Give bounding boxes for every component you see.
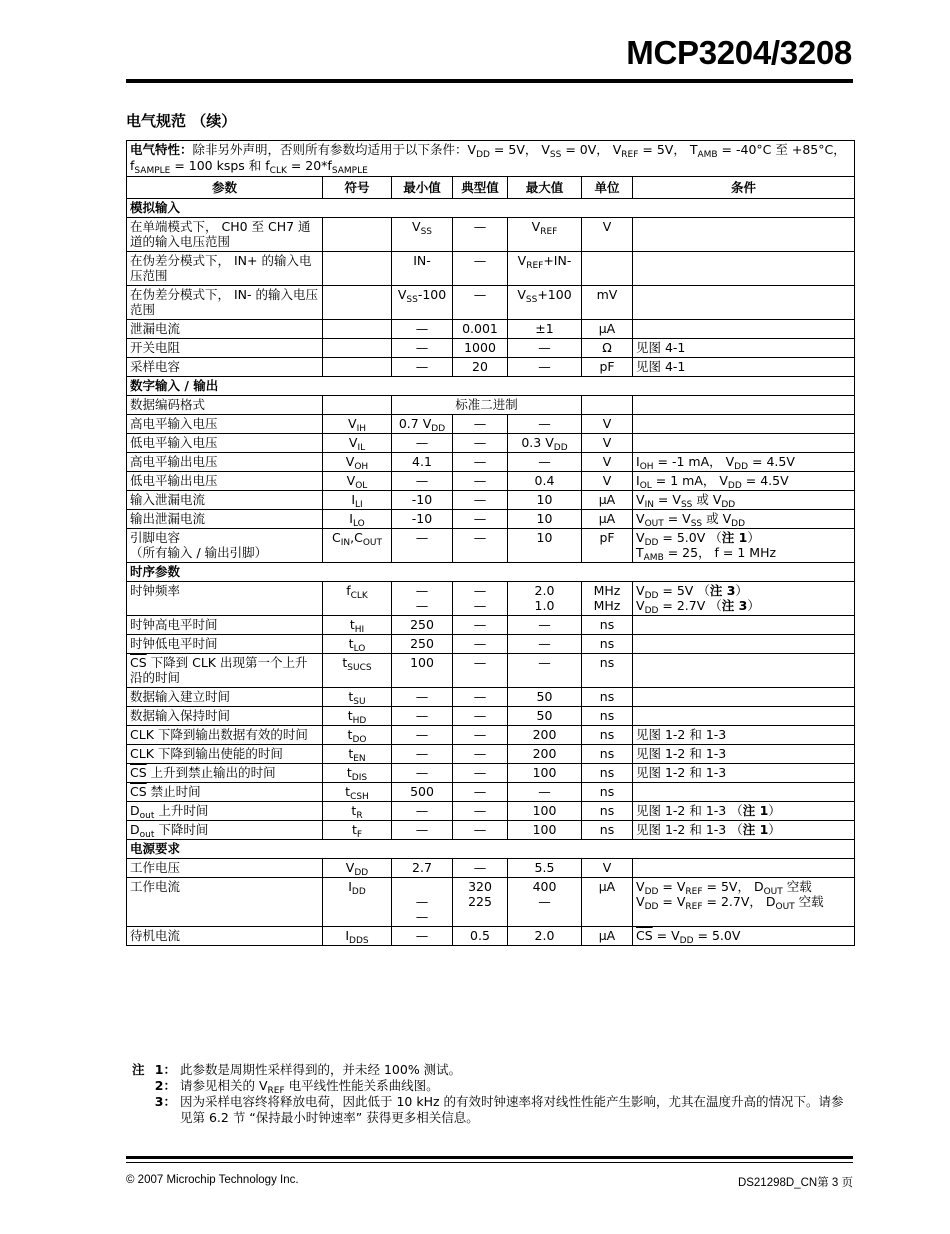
- param-cell: 采样电容: [127, 358, 323, 377]
- note-number: 1：: [154, 1062, 176, 1077]
- typ-cell: —: [453, 491, 508, 510]
- param-cell: $\overline{CS}$ 下降到 CLK 出现第一个上升沿的时间: [127, 654, 323, 688]
- unit-cell: MHz MHz: [582, 582, 633, 616]
- param-cell: 数据编码格式: [127, 396, 323, 415]
- column-header: 符号: [323, 177, 392, 199]
- min-cell: — —: [392, 878, 453, 927]
- table-row: [127, 396, 855, 415]
- condition-cell: [633, 859, 855, 878]
- symbol-cell: [323, 320, 392, 339]
- symbol-cell: $V_{OH}$: [323, 453, 392, 472]
- typ-cell: —: [453, 635, 508, 654]
- typ-cell: —: [453, 821, 508, 840]
- copyright: © 2007 Microchip Technology Inc.: [126, 1174, 299, 1186]
- unit-cell: ns: [582, 783, 633, 802]
- unit-cell: ns: [582, 616, 633, 635]
- symbol-cell: $t_{HD}$: [323, 707, 392, 726]
- param-cell: 输出泄漏电流: [127, 510, 323, 529]
- typ-cell: —: [453, 654, 508, 688]
- typ-cell: —: [453, 252, 508, 286]
- typ-cell: —: [453, 453, 508, 472]
- max-cell: 400 —: [508, 878, 582, 927]
- param-cell: 时钟低电平时间: [127, 635, 323, 654]
- table-row: [127, 616, 855, 635]
- table-row: [127, 286, 855, 320]
- min-cell: $V_{SS}$: [392, 218, 453, 252]
- table-row: [127, 783, 855, 802]
- table-row: [127, 745, 855, 764]
- encoding-cell: 标准二进制: [392, 396, 582, 415]
- symbol-cell: $t_{EN}$: [323, 745, 392, 764]
- typ-cell: — —: [453, 582, 508, 616]
- unit-cell: ns: [582, 635, 633, 654]
- symbol-cell: $I_{DDS}$: [323, 927, 392, 946]
- condition-cell: 见图 1-2 和 1-3: [633, 745, 855, 764]
- param-cell: 低电平输出电压: [127, 472, 323, 491]
- min-cell: —: [392, 529, 453, 563]
- param-cell: CLK 下降到输出数据有效的时间: [127, 726, 323, 745]
- table-row: [127, 582, 855, 616]
- section-header-row: [127, 840, 855, 859]
- min-cell: -10: [392, 491, 453, 510]
- section-heading: 数字输入 / 输出: [127, 377, 855, 396]
- typ-cell: 1000: [453, 339, 508, 358]
- symbol-cell: $f_{CLK}$: [323, 582, 392, 616]
- column-header: 单位: [582, 177, 633, 199]
- unit-cell: μA: [582, 927, 633, 946]
- unit-cell: [582, 252, 633, 286]
- condition-cell: $V_{DD} = 5.0V$ （注 1） $T_{AMB} = 25$， f = 1 MHz: [633, 529, 855, 563]
- typ-cell: —: [453, 529, 508, 563]
- condition-cell: [633, 320, 855, 339]
- typ-cell: —: [453, 707, 508, 726]
- unit-cell: ns: [582, 654, 633, 688]
- symbol-cell: $t_F$: [323, 821, 392, 840]
- unit-cell: V: [582, 453, 633, 472]
- table-row: [127, 252, 855, 286]
- table-row: [127, 434, 855, 453]
- electrical-spec-table: [126, 140, 855, 946]
- column-header: 最大值: [508, 177, 582, 199]
- table-row: [127, 821, 855, 840]
- unit-cell: V: [582, 472, 633, 491]
- typ-cell: 0.001: [453, 320, 508, 339]
- table-row: [127, 320, 855, 339]
- unit-cell: V: [582, 859, 633, 878]
- table-row: [127, 510, 855, 529]
- min-cell: —: [392, 434, 453, 453]
- unit-cell: V: [582, 434, 633, 453]
- symbol-cell: $I_{LO}$: [323, 510, 392, 529]
- note-text: 请参见相关的 $V_{REF}$ 电平线性性能关系曲线图。: [180, 1078, 439, 1096]
- table-row: [127, 529, 855, 563]
- max-cell: 10: [508, 510, 582, 529]
- condition-cell: [633, 654, 855, 688]
- unit-cell: ns: [582, 726, 633, 745]
- condition-cell: 见图 1-2 和 1-3: [633, 764, 855, 783]
- unit-cell: [582, 396, 633, 415]
- section-heading: 时序参数: [127, 563, 855, 582]
- condition-cell: [633, 286, 855, 320]
- symbol-cell: $C_{IN},C_{OUT}$: [323, 529, 392, 563]
- max-cell: —: [508, 616, 582, 635]
- param-cell: CLK 下降到输出使能的时间: [127, 745, 323, 764]
- header-rule: [126, 79, 853, 83]
- condition-cell: $V_{IN} = V_{SS}$ 或 $V_{DD}$: [633, 491, 855, 510]
- table-row: [127, 635, 855, 654]
- table-row: [127, 453, 855, 472]
- condition-cell: 见图 1-2 和 1-3: [633, 726, 855, 745]
- min-cell: -10: [392, 510, 453, 529]
- table-row: [127, 491, 855, 510]
- param-cell: 数据输入建立时间: [127, 688, 323, 707]
- note-item: [132, 1062, 852, 1078]
- param-cell: 在伪差分模式下， IN+ 的输入电压范围: [127, 252, 323, 286]
- table-row: [127, 358, 855, 377]
- typ-cell: 320 225: [453, 878, 508, 927]
- max-cell: 10: [508, 491, 582, 510]
- typ-cell: —: [453, 616, 508, 635]
- min-cell: —: [392, 339, 453, 358]
- footer-rule: [126, 1156, 853, 1159]
- typ-cell: —: [453, 510, 508, 529]
- param-cell: 工作电压: [127, 859, 323, 878]
- unit-cell: ns: [582, 688, 633, 707]
- symbol-cell: [323, 358, 392, 377]
- table-row: [127, 859, 855, 878]
- table-row: [127, 339, 855, 358]
- min-cell: 250: [392, 635, 453, 654]
- note-number: 3：: [154, 1094, 176, 1109]
- condition-cell: 见图 1-2 和 1-3 （注 1）: [633, 821, 855, 840]
- note-number: 2：: [154, 1078, 176, 1093]
- table-row: [127, 415, 855, 434]
- typ-cell: —: [453, 783, 508, 802]
- typ-cell: 0.5: [453, 927, 508, 946]
- max-cell: —: [508, 415, 582, 434]
- table-row: [127, 688, 855, 707]
- condition-cell: [633, 252, 855, 286]
- param-cell: 输入泄漏电流: [127, 491, 323, 510]
- param-cell: $D_{out}$ 上升时间: [127, 802, 323, 821]
- unit-cell: ns: [582, 821, 633, 840]
- param-cell: 在伪差分模式下， IN- 的输入电压范围: [127, 286, 323, 320]
- param-cell: $\overline{CS}$ 禁止时间: [127, 783, 323, 802]
- min-cell: $V_{SS}-100$: [392, 286, 453, 320]
- param-cell: 数据输入保持时间: [127, 707, 323, 726]
- min-cell: 2.7: [392, 859, 453, 878]
- max-cell: 10: [508, 529, 582, 563]
- note-text: 此参数是周期性采样得到的，并未经 100% 测试。: [180, 1062, 462, 1077]
- condition-cell: [633, 635, 855, 654]
- symbol-cell: $t_{SU}$: [323, 688, 392, 707]
- condition-cell: [633, 688, 855, 707]
- typ-cell: —: [453, 218, 508, 252]
- typ-cell: 20: [453, 358, 508, 377]
- max-cell: 200: [508, 726, 582, 745]
- symbol-cell: $V_{IH}$: [323, 415, 392, 434]
- condition-cell: $I_{OH} = -1$ mA， $V_{DD} = 4.5V$: [633, 453, 855, 472]
- table-row: [127, 707, 855, 726]
- column-header: 条件: [633, 177, 855, 199]
- max-cell: $V_{REF}$: [508, 218, 582, 252]
- min-cell: —: [392, 802, 453, 821]
- min-cell: —: [392, 927, 453, 946]
- section-heading: 电源要求: [127, 840, 855, 859]
- param-cell: $D_{out}$ 下降时间: [127, 821, 323, 840]
- unit-cell: ns: [582, 802, 633, 821]
- min-cell: —: [392, 707, 453, 726]
- max-cell: 50: [508, 688, 582, 707]
- note-label: [132, 1078, 154, 1094]
- max-cell: 0.4: [508, 472, 582, 491]
- min-cell: 4.1: [392, 453, 453, 472]
- conditions-label: 电气特性：: [130, 142, 193, 157]
- unit-cell: μA: [582, 878, 633, 927]
- max-cell: 100: [508, 802, 582, 821]
- symbol-cell: $V_{IL}$: [323, 434, 392, 453]
- table-row: [127, 802, 855, 821]
- typ-cell: —: [453, 802, 508, 821]
- condition-cell: $\overline{CS} = V_{DD} = 5.0V$: [633, 927, 855, 946]
- typ-cell: —: [453, 472, 508, 491]
- table-row: [127, 654, 855, 688]
- note-label: [132, 1094, 154, 1126]
- min-cell: —: [392, 726, 453, 745]
- max-cell: 2.0 1.0: [508, 582, 582, 616]
- note-text: 因为采样电容终将释放电荷，因此低于 10 kHz 的有效时钟速率将对线性性能产生影响，尤其在温度升高的情况下。请参见第 6.2 节 “保持最小时钟速率” 获得更多相关信息。: [180, 1094, 844, 1125]
- param-cell: 高电平输入电压: [127, 415, 323, 434]
- column-header: 参数: [127, 177, 323, 199]
- max-cell: 100: [508, 764, 582, 783]
- condition-cell: $I_{OL} = 1$ mA， $V_{DD} = 4.5V$: [633, 472, 855, 491]
- unit-cell: pF: [582, 358, 633, 377]
- min-cell: —: [392, 358, 453, 377]
- symbol-cell: [323, 252, 392, 286]
- param-cell: 时钟频率: [127, 582, 323, 616]
- document-title: MCP3204/3208: [626, 34, 852, 71]
- condition-cell: $V_{DD} = V_{REF} = 5V$， $D_{OUT}$ 空载 $V_{DD} = V_{REF} = 2.7V$， $D_{OUT}$ 空载: [633, 878, 855, 927]
- symbol-cell: $t_{LO}$: [323, 635, 392, 654]
- max-cell: 50: [508, 707, 582, 726]
- min-cell: —: [392, 745, 453, 764]
- min-cell: — —: [392, 582, 453, 616]
- condition-cell: 见图 4-1: [633, 358, 855, 377]
- symbol-cell: $t_{DO}$: [323, 726, 392, 745]
- section-header-row: [127, 377, 855, 396]
- unit-cell: Ω: [582, 339, 633, 358]
- unit-cell: mV: [582, 286, 633, 320]
- max-cell: $V_{SS}+100$: [508, 286, 582, 320]
- min-cell: 0.7 $V_{DD}$: [392, 415, 453, 434]
- symbol-cell: [323, 286, 392, 320]
- condition-cell: 见图 1-2 和 1-3 （注 1）: [633, 802, 855, 821]
- typ-cell: —: [453, 415, 508, 434]
- param-cell: 泄漏电流: [127, 320, 323, 339]
- symbol-cell: $t_{HI}$: [323, 616, 392, 635]
- symbol-cell: $t_{DIS}$: [323, 764, 392, 783]
- typ-cell: —: [453, 859, 508, 878]
- condition-cell: 见图 4-1: [633, 339, 855, 358]
- condition-cell: [633, 707, 855, 726]
- max-cell: 100: [508, 821, 582, 840]
- unit-cell: μA: [582, 320, 633, 339]
- condition-cell: [633, 616, 855, 635]
- symbol-cell: $I_{LI}$: [323, 491, 392, 510]
- min-cell: —: [392, 821, 453, 840]
- symbol-cell: [323, 339, 392, 358]
- unit-cell: μA: [582, 491, 633, 510]
- page-number: DS21298D_CN第 3 页: [737, 1177, 853, 1189]
- conditions-note: [127, 141, 855, 177]
- max-cell: —: [508, 654, 582, 688]
- min-cell: 100: [392, 654, 453, 688]
- table-row: [127, 764, 855, 783]
- param-cell: $\overline{CS}$ 上升到禁止输出的时间: [127, 764, 323, 783]
- max-cell: 0.3 $V_{DD}$: [508, 434, 582, 453]
- symbol-cell: [323, 218, 392, 252]
- table-row: [127, 218, 855, 252]
- condition-cell: $V_{DD} = 5V$ （注 3） $V_{DD} = 2.7V$ （注 3）: [633, 582, 855, 616]
- unit-cell: pF: [582, 529, 633, 563]
- footer-rule-thin: [126, 1162, 853, 1163]
- typ-cell: —: [453, 745, 508, 764]
- max-cell: ±1: [508, 320, 582, 339]
- section-header-row: [127, 199, 855, 218]
- max-cell: 200: [508, 745, 582, 764]
- unit-cell: V: [582, 415, 633, 434]
- unit-cell: ns: [582, 764, 633, 783]
- note-label: 注: [132, 1062, 145, 1077]
- table-row: [127, 726, 855, 745]
- typ-cell: —: [453, 434, 508, 453]
- section-heading: 模拟输入: [127, 199, 855, 218]
- unit-cell: ns: [582, 707, 633, 726]
- param-cell: 低电平输入电压: [127, 434, 323, 453]
- param-cell: 引脚电容 （所有输入 / 输出引脚）: [127, 529, 323, 563]
- condition-cell: [633, 218, 855, 252]
- max-cell: 2.0: [508, 927, 582, 946]
- max-cell: —: [508, 358, 582, 377]
- min-cell: IN-: [392, 252, 453, 286]
- symbol-cell: $V_{OL}$: [323, 472, 392, 491]
- param-cell: 开关电阻: [127, 339, 323, 358]
- symbol-cell: $t_R$: [323, 802, 392, 821]
- unit-cell: ns: [582, 745, 633, 764]
- section-title: 电气规范 （续）: [126, 112, 237, 130]
- max-cell: 5.5: [508, 859, 582, 878]
- section-header-row: [127, 563, 855, 582]
- max-cell: —: [508, 635, 582, 654]
- min-cell: —: [392, 320, 453, 339]
- typ-cell: —: [453, 764, 508, 783]
- table-row: [127, 472, 855, 491]
- min-cell: —: [392, 764, 453, 783]
- symbol-cell: [323, 396, 392, 415]
- condition-cell: [633, 783, 855, 802]
- symbol-cell: $I_{DD}$: [323, 878, 392, 927]
- notes: [132, 1062, 852, 1126]
- typ-cell: —: [453, 726, 508, 745]
- column-header-row: [127, 177, 855, 199]
- note-item: [132, 1094, 852, 1126]
- param-cell: 待机电流: [127, 927, 323, 946]
- unit-cell: V: [582, 218, 633, 252]
- condition-cell: [633, 415, 855, 434]
- column-header: 最小值: [392, 177, 453, 199]
- condition-cell: $V_{OUT} = V_{SS}$ 或 $V_{DD}$: [633, 510, 855, 529]
- min-cell: 250: [392, 616, 453, 635]
- param-cell: 在单端模式下， CH0 至 CH7 通道的输入电压范围: [127, 218, 323, 252]
- symbol-cell: $t_{SUCS}$: [323, 654, 392, 688]
- param-cell: 工作电流: [127, 878, 323, 927]
- column-header: 典型值: [453, 177, 508, 199]
- max-cell: —: [508, 453, 582, 472]
- condition-cell: [633, 434, 855, 453]
- table-row: [127, 927, 855, 946]
- note-item: [132, 1078, 852, 1094]
- condition-cell: [633, 396, 855, 415]
- min-cell: 500: [392, 783, 453, 802]
- max-cell: —: [508, 783, 582, 802]
- param-cell: 高电平输出电压: [127, 453, 323, 472]
- param-cell: 时钟高电平时间: [127, 616, 323, 635]
- max-cell: $V_{REF}+IN-$: [508, 252, 582, 286]
- conditions-text: 除非另外声明，否则所有参数均适用于以下条件：$V_{DD} = 5V$， $V_{SS} = 0V$， $V_{REF} = 5V$， $T_{AMB} = -40^\circ C$ 至 +85°C， $f_{SAMPLE} = 100$ ksps 和 $f_{CLK} = 20*f_{SAMPLE}$: [130, 142, 846, 176]
- typ-cell: —: [453, 688, 508, 707]
- typ-cell: —: [453, 286, 508, 320]
- table-row: [127, 878, 855, 927]
- min-cell: —: [392, 688, 453, 707]
- unit-cell: μA: [582, 510, 633, 529]
- max-cell: —: [508, 339, 582, 358]
- symbol-cell: $V_{DD}$: [323, 859, 392, 878]
- min-cell: —: [392, 472, 453, 491]
- symbol-cell: $t_{CSH}$: [323, 783, 392, 802]
